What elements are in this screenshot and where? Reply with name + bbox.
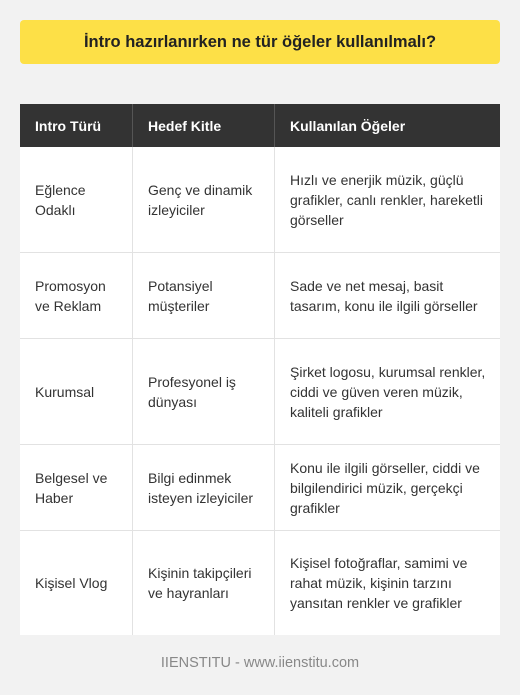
page-title: İntro hazırlanırken ne tür öğeler kullanılmalı?	[83, 32, 437, 51]
intro-type-cell: Belgesel ve Haber	[35, 469, 108, 506]
elements-used-cell: Hızlı ve enerjik müzik, güçlü grafikler, canlı renkler, hareketli görseller	[274, 147, 500, 252]
header-intro-type: Intro Türü	[35, 117, 102, 134]
title-banner	[20, 20, 500, 64]
intro-types-table	[20, 104, 500, 635]
table-row	[20, 339, 500, 445]
intro-type-cell: Kişisel Vlog	[35, 575, 108, 591]
table-header-row	[20, 104, 500, 147]
elements-used-cell: Şirket logosu, kurumsal renkler, ciddi ve güven veren müzik, kaliteli grafikler	[274, 339, 500, 444]
table-row	[20, 147, 500, 253]
target-audience-cell: Kişinin takipçileri ve hayranları	[132, 531, 274, 635]
table-row	[20, 445, 500, 531]
table-row	[20, 531, 500, 635]
elements-used-cell: Kişisel fotoğraflar, samimi ve rahat müzik, kişinin tarzını yansıtan renkler ve grafikler	[274, 531, 500, 635]
header-target-audience: Hedef Kitle	[132, 104, 274, 147]
intro-type-cell: Kurumsal	[35, 383, 95, 400]
footer-credit: IIENSTITU - www.iienstitu.com	[160, 655, 360, 671]
elements-used-cell: Konu ile ilgili görseller, ciddi ve bilgilendirici müzik, gerçekçi grafikler	[274, 445, 500, 530]
intro-type-cell: Eğlence Odaklı	[35, 181, 86, 218]
elements-used-cell: Sade ve net mesaj, basit tasarım, konu ile ilgili görseller	[274, 253, 500, 338]
intro-type-cell: Promosyon ve Reklam	[35, 277, 106, 314]
header-elements-used: Kullanılan Öğeler	[274, 104, 500, 147]
target-audience-cell: Bilgi edinmek isteyen izleyiciler	[132, 445, 274, 530]
target-audience-cell: Profesyonel iş dünyası	[132, 339, 274, 444]
target-audience-cell: Potansiyel müşteriler	[132, 253, 274, 338]
table-row	[20, 253, 500, 339]
target-audience-cell: Genç ve dinamik izleyiciler	[132, 147, 274, 252]
